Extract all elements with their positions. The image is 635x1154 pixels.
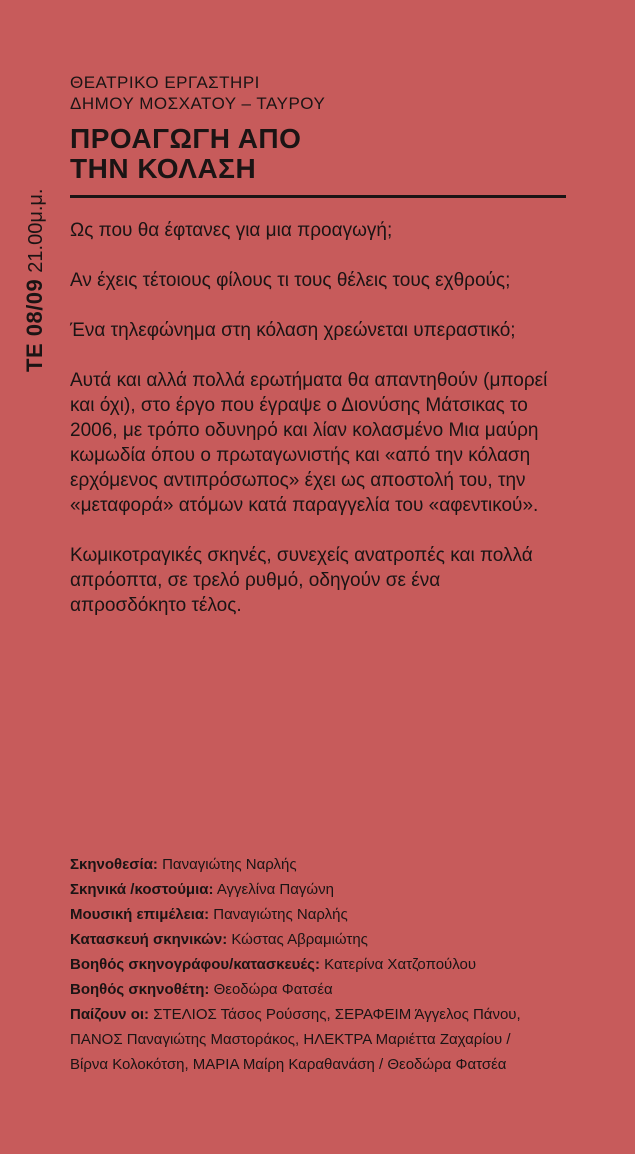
organizer-line-1: ΘΕΑΤΡΙΚΟ ΕΡΓΑΣΤΗΡΙ	[70, 73, 260, 92]
title-divider	[70, 195, 566, 198]
credit-row	[70, 902, 570, 927]
credits	[70, 852, 570, 1077]
play-title-line-2: ΤΗΝ ΚΟΛΑΣΗ	[70, 153, 257, 184]
credit-row	[70, 927, 570, 952]
event-time: 21.00μ.μ.	[25, 188, 47, 273]
credit-label: Σκηνικά /κοστούμια:	[70, 881, 214, 898]
credit-value: Κατερίνα Χατζοπούλου	[324, 956, 477, 973]
credit-row	[70, 877, 570, 902]
credit-row	[70, 852, 570, 877]
synopsis-paragraph: Ένα τηλεφώνημα στη κόλαση χρεώνεται υπεραστικό;	[70, 320, 516, 341]
credit-value: Παναγιώτης Ναρλής	[162, 856, 297, 873]
credit-label: Κατασκευή σκηνικών:	[70, 931, 228, 948]
credit-value: ΣΤΕΛΙΟΣ Τάσος Ρούσσης, ΣΕΡΑΦΕΙΜ Άγγελος Πάνου,	[153, 1006, 521, 1023]
credit-label: Βοηθός σκηνοθέτη:	[70, 981, 210, 998]
credit-value: Κώστας Αβραμιώτης	[231, 931, 368, 948]
date-time-vertical	[22, 189, 49, 373]
synopsis-paragraph: Κωμικοτραγικές σκηνές, συνεχείς ανατροπές και πολλά απρόοπτα, σε τρελό ρυθμό, οδηγούν σε ένα απροσδόκητο τέλος.	[70, 545, 533, 616]
credit-label: Σκηνοθεσία:	[70, 856, 158, 873]
credit-label: Μουσική επιμέλεια:	[70, 906, 210, 923]
credit-label: Βοηθός σκηνογράφου/κατασκευές:	[70, 956, 320, 973]
credit-value: Θεοδώρα Φατσέα	[213, 981, 333, 998]
event-date: ΤΕ 08/09	[22, 278, 47, 372]
credit-value: Παναγιώτης Ναρλής	[213, 906, 348, 923]
synopsis-paragraph: Αυτά και αλλά πολλά ερωτήματα θα απαντηθούν (μπορεί και όχι), στο έργο που έγραψε ο Διονύσης Μάτσικας το 2006, με τρόπο οδυνηρό και λίαν κολασμένο Μια μαύρη κωμωδία όπου ο πρωταγωνιστής και «από την κόλαση ερχόμενος αντιπρόσωπος» έχει ως αποστολή του, την «μεταφορά» ατόμων κατά παραγγελία του «αφεντικού».	[70, 370, 548, 516]
organizer	[70, 72, 325, 114]
organizer-line-2: ΔΗΜΟΥ ΜΟΣΧΑΤΟΥ – ΤΑΥΡΟΥ	[70, 94, 326, 113]
credit-row	[70, 977, 570, 1002]
play-title	[70, 124, 301, 184]
play-title-line-1: ΠΡΟΑΓΩΓΗ ΑΠΟ	[70, 123, 302, 154]
synopsis-paragraph: Ως που θα έφτανες για μια προαγωγή;	[70, 220, 393, 241]
cast-line: Βίρνα Κολοκότση, ΜΑΡΙΑ Μαίρη Καραθανάση / Θεοδώρα Φατσέα	[70, 1056, 507, 1073]
synopsis-paragraph: Αν έχεις τέτοιους φίλους τι τους θέλεις τους εχθρούς;	[70, 270, 511, 291]
credit-row	[70, 1002, 570, 1027]
credit-label: Παίζουν οι:	[70, 1006, 150, 1023]
cast-line: ΠΑΝΟΣ Παναγιώτης Μαστοράκος, ΗΛΕΚΤΡΑ Μαριέττα Ζαχαρίου /	[70, 1031, 511, 1048]
credit-value: Αγγελίνα Παγώνη	[216, 881, 334, 898]
synopsis	[70, 218, 556, 643]
credit-row	[70, 952, 570, 977]
